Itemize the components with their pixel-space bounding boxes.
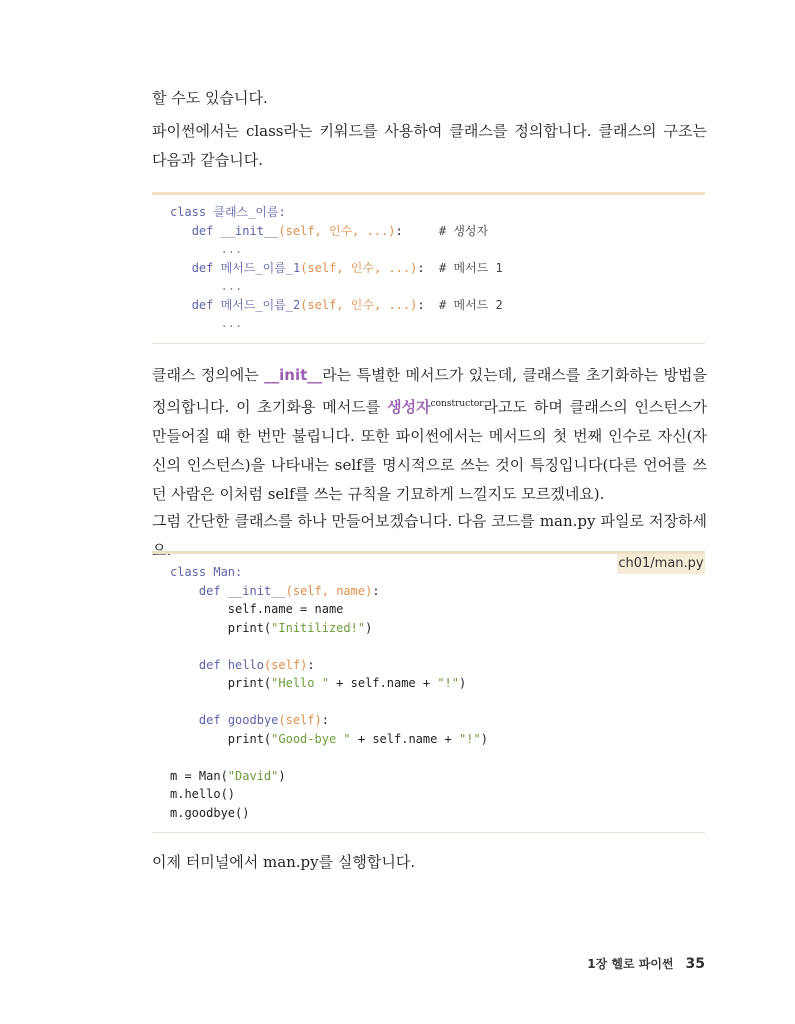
constructor-term: 생성자 xyxy=(387,398,431,416)
constructor-superscript: constructor xyxy=(430,399,484,409)
file-label: ch01/man.py xyxy=(617,554,705,574)
paragraph-run-terminal: 이제 터미널에서 man.py를 실행합니다. xyxy=(152,853,416,871)
code-class-structure: class 클래스_이름: def __init__(self, 인수, ...): # 생성자 ... def 메서드_이름_1(self, 인수, ...): # 메서드 1 ... def 메서드_이름_2(self, 인수, ...): # 메서드 2 ... xyxy=(170,205,503,330)
code-keyword: class xyxy=(170,205,207,219)
code-man-py: class Man: def __init__(self, name): self.name = name print("Initilized!") def hello(self): print("Hello " + self.name + "!") def goodbye(self): print("Good-bye " + self.name + "!") m = Man("David") m.hello() m.goodbye() xyxy=(170,565,488,820)
code-comment: # 생성자 xyxy=(438,223,489,238)
paragraph-create-class: 그럼 간단한 클래스를 하나 만들어보겠습니다. 다음 코드를 man.py 파일로 저장하세요. xyxy=(152,512,707,559)
page-number: 35 xyxy=(685,956,705,972)
page-footer xyxy=(587,955,705,972)
paragraph-init-explanation: 클래스 정의에는 __init__라는 특별한 메서드가 있는데, 클래스를 초기화하는 방법을 정의합니다. 이 초기화용 메서드를 생성자$^{constructor}$라고도 하며 클래스의 인스턴스가 만들어질 때 한 번만 불립니다. 또한 파이썬에서는 메서드의 첫 번째 인수로 자신(자신의 인스턴스)을 나타내는 self를 명시적으로 쓰는 것이 특징입니다(다른 언어를 쓰던 사람은 이처럼 self를 쓰는 규칙을 기묘하게 느낄지도 모르겠네요). xyxy=(152,366,708,503)
chapter-title: 1장 헬로 파이썬 xyxy=(587,957,674,971)
init-keyword: __init__ xyxy=(264,366,323,384)
paragraph-intro: 할 수도 있습니다. xyxy=(152,89,268,107)
paragraph-class-keyword: 파이썬에서는 class라는 키워드를 사용하여 클래스를 정의합니다. 클래스의 구조는 다음과 같습니다. xyxy=(152,122,707,169)
